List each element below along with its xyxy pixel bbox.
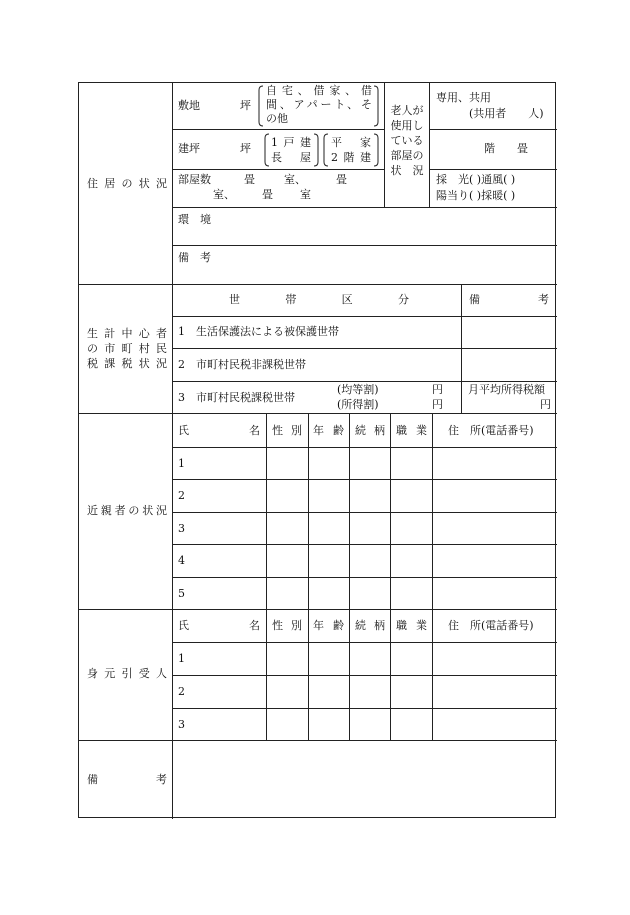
bracket-right: [373, 133, 379, 167]
build-option: 長 屋: [271, 151, 311, 164]
divider: [349, 413, 350, 609]
tax-remarks-header: 備 考: [469, 293, 549, 306]
col-address: 住 所(電話番号): [448, 424, 534, 437]
col-sex: 性別: [272, 619, 302, 632]
environment-label: 環 境: [178, 213, 211, 226]
col-job: 職業: [396, 619, 427, 632]
site-option-line: 自宅、借家、借: [266, 84, 372, 97]
monthly-income-tax: 月平均所得税額: [468, 383, 545, 396]
row-number: 2: [178, 685, 185, 698]
footer-remarks-label: 備 考: [87, 773, 167, 786]
divider: [172, 169, 384, 170]
rooms-tatami: 畳: [336, 173, 347, 186]
rooms-tatami: 畳: [262, 188, 273, 201]
rooms-room: 室、: [213, 188, 235, 201]
col-job: 職業: [396, 424, 427, 437]
divider: [79, 609, 557, 610]
elder-room-line: 使用し: [390, 119, 424, 132]
divider: [79, 740, 557, 741]
divider: [172, 207, 557, 208]
divider: [266, 609, 267, 740]
divider: [172, 675, 557, 676]
building-label: 建坪: [178, 142, 200, 155]
site-tsubo: 坪: [240, 99, 251, 112]
yen-unit: 円: [432, 383, 443, 396]
tax-section-line: 生計中心者: [87, 327, 167, 340]
divider: [390, 609, 391, 740]
divider: [172, 316, 557, 317]
build-option: 2階建: [331, 151, 371, 164]
row-number: 5: [178, 587, 185, 600]
income-levy: (所得割): [337, 398, 379, 411]
divider: [432, 609, 433, 740]
build-options-b: [331, 135, 371, 165]
application-form: [78, 82, 556, 818]
household-class-header: 世 帯 区 分: [229, 293, 409, 306]
elder-room-line: ている: [390, 134, 424, 147]
floor-tatami: 階 畳: [484, 142, 528, 155]
divider: [308, 609, 309, 740]
site-option-line: の他: [266, 112, 288, 125]
divider: [79, 284, 557, 285]
guarantor-section-label: 身元引受人: [87, 667, 167, 680]
tax-section-label: [87, 326, 167, 371]
bracket-right: [373, 85, 379, 127]
build-options-a: [271, 135, 311, 165]
bracket-left: [264, 133, 270, 167]
divider: [172, 245, 557, 246]
divider: [172, 577, 557, 578]
divider: [172, 479, 557, 480]
col-relation: 続柄: [355, 424, 385, 437]
divider: [172, 381, 557, 382]
bracket-right: [313, 133, 319, 167]
divider: [172, 512, 557, 513]
elder-room-line: 部屋の: [390, 149, 424, 162]
col-address: 住 所(電話番号): [448, 619, 534, 632]
rooms-count-label: 部屋数: [178, 173, 211, 186]
site-options: [266, 84, 372, 126]
divider: [432, 413, 433, 609]
divider: [429, 83, 430, 207]
housing-remarks-label: 備 考: [178, 251, 211, 264]
site-option-line: 間、アパート、そ: [266, 98, 372, 111]
relatives-section-label: 近親者の状況: [87, 504, 167, 517]
tax-section-line: の市町村民: [87, 342, 167, 355]
row-number: 1: [178, 652, 185, 665]
row-number: 1: [178, 457, 185, 470]
building-tsubo: 坪: [240, 142, 251, 155]
row-number: 2: [178, 489, 185, 502]
col-name: 氏 名: [178, 424, 260, 437]
row-number: 3: [178, 718, 185, 731]
divider: [390, 413, 391, 609]
col-age: 年齢: [313, 424, 344, 437]
build-option: 平 家: [331, 136, 371, 149]
divider: [172, 544, 557, 545]
equal-levy: (均等割): [337, 383, 379, 396]
housing-section-label: 住居の状況: [87, 177, 167, 190]
shared-users: (共用者 人): [469, 107, 544, 120]
elder-room-line: 老人が: [390, 104, 424, 117]
divider: [308, 413, 309, 609]
divider: [172, 708, 557, 709]
divider: [172, 447, 557, 448]
site-label: 敷地: [178, 99, 200, 112]
rooms-room: 室、: [284, 173, 306, 186]
divider: [172, 348, 557, 349]
divider: [429, 169, 557, 170]
sunlight-heating: 陽当り( )採暖( ): [436, 189, 516, 202]
row-number: 3: [178, 522, 185, 535]
tax-row-3: 3 市町村民税課税世帯: [178, 391, 295, 404]
bracket-left: [258, 85, 264, 127]
rooms-tatami: 畳: [244, 173, 255, 186]
light-ventilation: 採 光( )通風( ): [436, 173, 516, 186]
divider: [79, 413, 557, 414]
col-age: 年齢: [313, 619, 344, 632]
row-number: 4: [178, 554, 185, 567]
exclusive-shared: 専用、共用: [436, 91, 491, 104]
divider: [384, 83, 385, 207]
bracket-left: [323, 133, 329, 167]
elder-room-line: 状 況: [390, 164, 424, 177]
divider: [172, 129, 384, 130]
tax-section-line: 税課税状況: [87, 357, 167, 370]
divider: [172, 642, 557, 643]
elder-room-label: [387, 103, 427, 178]
divider: [429, 129, 557, 130]
col-sex: 性別: [272, 424, 302, 437]
col-relation: 続柄: [355, 619, 385, 632]
rooms-room: 室: [300, 188, 311, 201]
build-option: 1戸建: [271, 136, 311, 149]
yen-unit: 円: [540, 398, 551, 411]
divider: [461, 284, 462, 413]
divider: [266, 413, 267, 609]
tax-row-1: 1 生活保護法による被保護世帯: [178, 325, 339, 338]
divider: [349, 609, 350, 740]
tax-row-2: 2 市町村民税非課税世帯: [178, 358, 306, 371]
yen-unit: 円: [432, 398, 443, 411]
col-name: 氏 名: [178, 619, 260, 632]
